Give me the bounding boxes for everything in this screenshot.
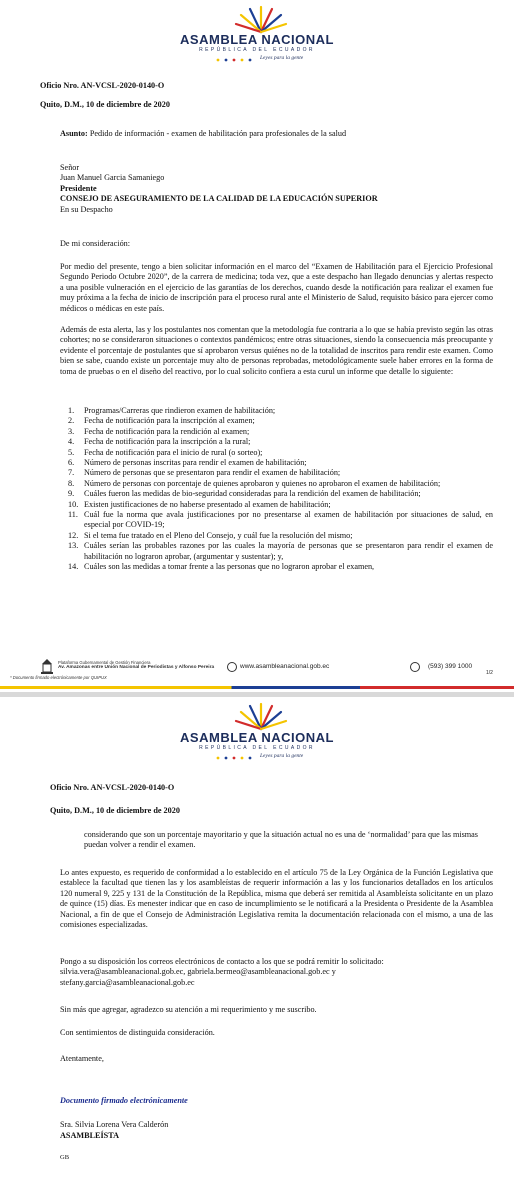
contact-emails-2[interactable]: stefany.garcia@asambleanacional.gob.ec	[60, 977, 195, 987]
signed-electronically-note: Documento firmado electrónicamente	[60, 1096, 188, 1105]
subject-line	[60, 129, 480, 139]
list-item: 6. Número de personas inscritas para rendir el examen de habilitación;	[68, 458, 307, 468]
globe-icon	[227, 662, 237, 672]
paragraph-1: Por medio del presente, tengo a bien solicitar información en el marco del “Examen de Habilitación para el Ejercicio Profesional Segundo Periodo Octubre 2020”, de la carrera de medicina; toda vez, que a este despacho han llegado denuncias y alertas respecto a una posible vulneración en el ejercicio de las garantías de los derechos, cuando desde la notificación para realizar el examen fue muy próxima a la fecha de inicio de inscripción para el proceso rural ante el Ministerio de Salud, requisito básico para ejercer como médicos o médicas en este país.	[60, 262, 493, 313]
document-date: Quito, D.M., 10 de diciembre de 2020	[50, 806, 180, 815]
recipient-block	[60, 163, 480, 215]
brand-tagline: Leyes para la gente	[260, 55, 304, 61]
contact-block	[60, 957, 493, 988]
document-date: Quito, D.M., 10 de diciembre de 2020	[40, 100, 170, 109]
page-number: 1/2	[486, 670, 493, 676]
subject-label: Asunto:	[60, 129, 88, 138]
closing-3: Atentamente,	[60, 1054, 104, 1063]
phone-icon	[410, 662, 420, 672]
brand-subtitle: REPÚBLICA DEL ECUADOR	[199, 47, 315, 53]
sun-emblem-icon	[232, 4, 290, 34]
list-item: 9. Cuáles fueron las medidas de bio-seguridad consideradas para la rendición del examen de habilitación;	[68, 489, 421, 499]
list-item: 5. Fecha de notificación para el inicio de rural (o sorteo);	[68, 447, 263, 457]
recipient-dispatch: En su Despacho	[60, 204, 113, 214]
subject-text: Pedido de información - examen de habilitación para profesionales de la salud	[89, 129, 347, 138]
request-list	[68, 406, 493, 573]
header-logo	[0, 697, 514, 759]
oficio-number: Oficio Nro. AN-VCSL-2020-0140-O	[50, 783, 175, 792]
document-page-2	[0, 697, 514, 1200]
recipient-title: Presidente	[60, 183, 97, 193]
legal-paragraph: Lo antes expuesto, es requerido de conformidad a lo establecido en el artículo 75 de la Ley Orgánica de la Función Legislativa que establece la facultad que tienen las y los asambleístas de requerir información a las y los funcionarios detallados en los artículos 120 numeral 9, 225 y 131 de la Constitución de la República, misma que deberá ser remitida al Asambleísta solicitante en un plazo de quince (15) días. Es menester indicar que en caso de incumplimiento se le notificará a la Presidenta o Presidente de la Asamblea Nacional, a fin de que el Consejo de Administración Legislativa remita la documentación relacionada con el mismo, a una de las comisiones especializadas.	[60, 868, 493, 930]
assembly-building-icon	[40, 658, 54, 676]
footer-phone: (593) 399 1000	[428, 663, 473, 670]
brand-subtitle: REPÚBLICA DEL ECUADOR	[199, 745, 315, 751]
recipient-organization: CONSEJO DE ASEGURAMIENTO DE LA CALIDAD DE LA EDUCACIÓN SUPERIOR	[60, 194, 378, 204]
header-logo	[0, 0, 514, 62]
recipient-name: Juan Manuel Garcia Samaniego	[60, 173, 165, 183]
brand-name: ASAMBLEA NACIONAL	[180, 32, 334, 47]
list-item: 1. Programas/Carreras que rindieron examen de habilitación;	[68, 406, 276, 415]
list-item: 10. Existen justificaciones de no haberse presentado al examen de habilitación;	[68, 499, 331, 509]
list-item: 13. Cuáles serían las probables razones por las cuales la mayoría de personas que se presentaron para rendir el examen de habilitación no lograron aprobar, (argumentar y sustentar); y,	[68, 541, 493, 561]
list-item: 12. Si el tema fue tratado en el Pleno del Consejo, y cuál fue la resolución del mismo;	[68, 530, 353, 540]
footer-address-2: Av. Amazonas entre Unión Nacional de Periodistas y Alfonso Pereira	[58, 665, 215, 670]
signer-name: Sra. Silvia Lorena Vera Calderón	[60, 1120, 169, 1129]
list-item: 3. Fecha de notificación para la rendición al examen;	[68, 426, 250, 436]
signer-title: ASAMBLEÍSTA	[60, 1131, 119, 1140]
closing-1: Sin más que agregar, agradezco su atención a mi requerimiento y me suscribo.	[60, 1005, 317, 1014]
oficio-number: Oficio Nro. AN-VCSL-2020-0140-O	[40, 81, 165, 90]
list-item: 4. Fecha de notificación para la inscripción a la rural;	[68, 437, 251, 447]
greeting: De mi consideración:	[60, 239, 131, 248]
list-item: 8. Número de personas con porcentaje de quienes aprobaron y quienes no aprobaron el examen de habilitación;	[68, 478, 441, 488]
recipient-salutation: Señor	[60, 163, 80, 172]
initials: GB	[60, 1154, 70, 1161]
page-footer	[0, 654, 514, 690]
list-item: 2. Fecha de notificación para la inscripción al examen;	[68, 416, 255, 426]
paragraph-2: Además de esta alerta, las y los postulantes nos comentan que la metodología fue contraria a lo que se había previsto según las otras cohortes; no se consideraron situaciones o contextos pandémicos; entre otras situaciones, siendo la consecuencia más preocupante y evidente el porcentaje de postulantes que sí aprobaron versus quiénes no de la totalidad de inscritos para rendir este examen. Como bien se sabe, cuando existe un porcentaje muy alto de personas reprobadas, metodológicamente suele haber errores en la forma de toma de pruebas o en el diseño del reactivo, por lo cual solicito confiera a esta curul un informe que detalle lo siguiente:	[60, 325, 493, 376]
contact-emails-1[interactable]: silvia.vera@asambleanacional.gob.ec, gabriela.bermeo@asambleanacional.gob.ec y	[60, 967, 336, 977]
flag-dots-icon	[215, 58, 255, 62]
sun-emblem-icon	[232, 701, 290, 731]
list-item: 14. Cuáles son las medidas a tomar frente a las personas que no lograron aprobar el examen,	[68, 562, 375, 572]
list-item: 11. Cuál fue la norma que avala justificaciones por no presentarse al examen de habilitación por situaciones de salud, en especial por COVID-19;	[68, 510, 493, 530]
footer-website[interactable]: www.asambleanacional.gob.ec	[240, 663, 330, 670]
list-continuation: considerando que son un porcentaje mayoritario y que la situación actual no es una de ‘normalidad’ para que las mismas puedan volver a rendir el examen.	[84, 830, 478, 850]
brand-tagline: Leyes para la gente	[260, 753, 304, 759]
footer-address-1: Plataforma Gubernamental de Gestión Financiera	[58, 660, 151, 665]
contact-intro: Pongo a su disposición los correos electrónicos de contacto a los que se podrá remitir lo solicitado:	[60, 957, 384, 966]
footer-signature-note: * Documento firmado electrónicamente por QUIPUX	[10, 675, 107, 680]
brand-name: ASAMBLEA NACIONAL	[180, 730, 334, 745]
closing-2: Con sentimientos de distinguida consideración.	[60, 1028, 215, 1037]
flag-dots-icon	[215, 756, 255, 760]
list-item: 7. Número de personas que se presentaron para rendir el examen de habilitación;	[68, 468, 341, 478]
footer-flag-band	[0, 686, 514, 689]
